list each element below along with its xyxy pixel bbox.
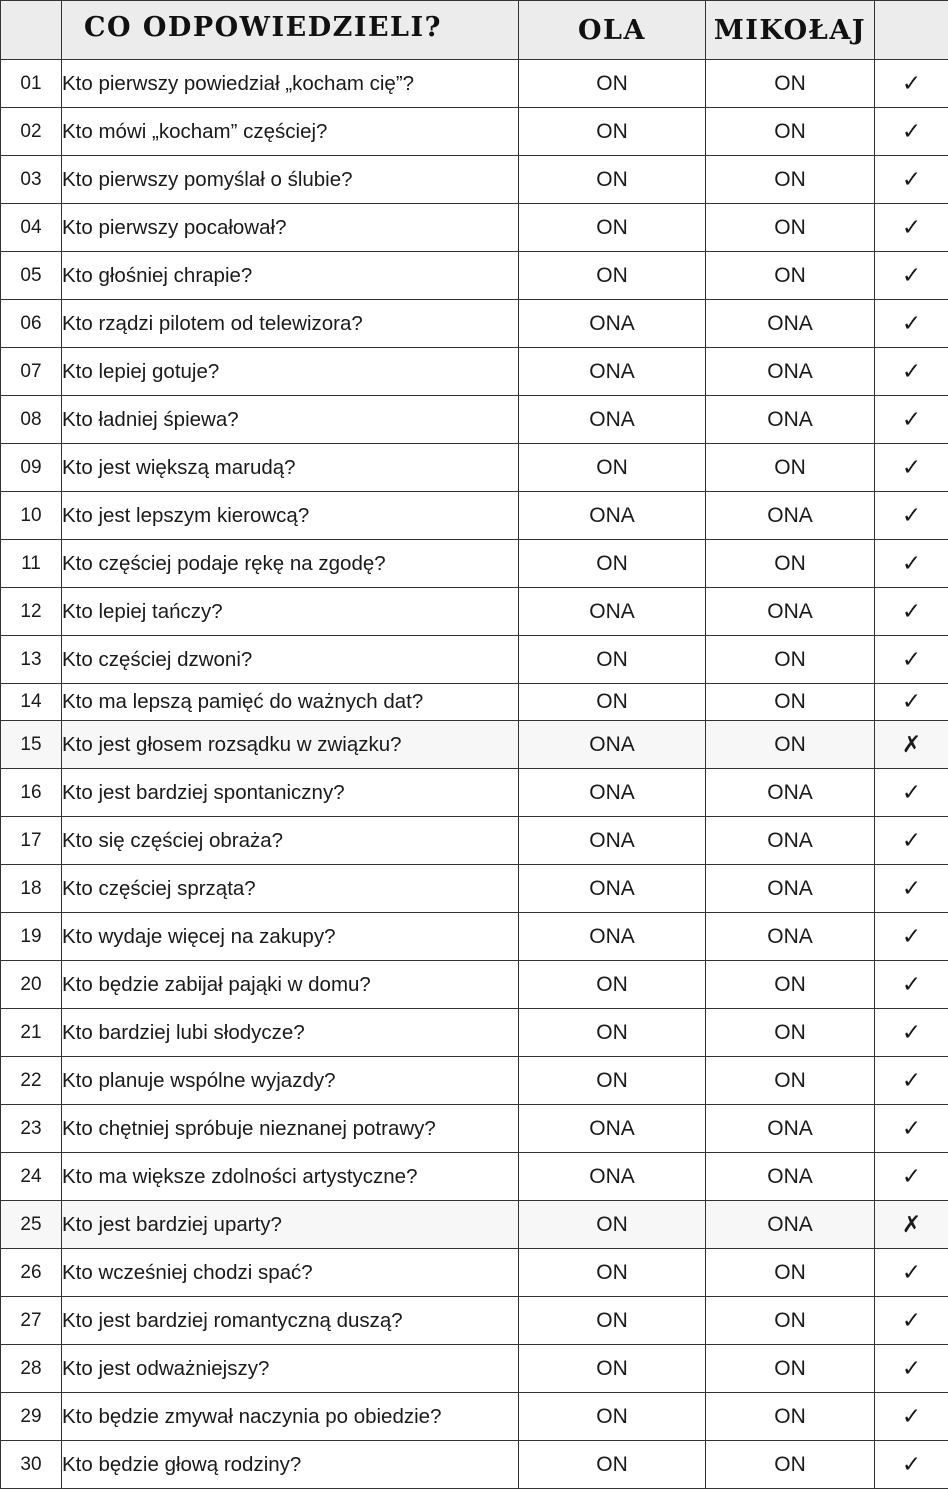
answer-ola: ONA (519, 817, 706, 865)
answer-mikolaj: ON (706, 60, 875, 108)
table-row (1, 1345, 948, 1393)
answer-mikolaj: ONA (706, 1201, 875, 1249)
table-row (1, 769, 948, 817)
row-question: Kto będzie głową rodziny? (62, 1441, 519, 1489)
match-icon: ✓ (875, 396, 948, 444)
table-row (1, 108, 948, 156)
match-icon: ✓ (875, 444, 948, 492)
answer-mikolaj: ON (706, 1393, 875, 1441)
table-row (1, 252, 948, 300)
table-row (1, 1249, 948, 1297)
row-number: 05 (1, 252, 62, 300)
answer-mikolaj: ONA (706, 817, 875, 865)
row-question: Kto rządzi pilotem od telewizora? (62, 300, 519, 348)
table-row (1, 1105, 948, 1153)
row-question: Kto jest bardziej romantyczną duszą? (62, 1297, 519, 1345)
answer-mikolaj: ON (706, 252, 875, 300)
answer-mikolaj: ON (706, 204, 875, 252)
row-question: Kto chętniej spróbuje nieznanej potrawy? (62, 1105, 519, 1153)
match-icon: ✓ (875, 204, 948, 252)
row-question: Kto jest większą marudą? (62, 444, 519, 492)
answer-mikolaj: ON (706, 721, 875, 769)
answer-ola: ON (519, 1249, 706, 1297)
match-icon: ✓ (875, 348, 948, 396)
answer-ola: ON (519, 1009, 706, 1057)
answer-ola: ONA (519, 913, 706, 961)
answer-ola: ON (519, 1201, 706, 1249)
match-icon: ✓ (875, 108, 948, 156)
answer-ola: ON (519, 444, 706, 492)
row-question: Kto się częściej obraża? (62, 817, 519, 865)
row-question: Kto jest głosem rozsądku w związku? (62, 721, 519, 769)
match-icon: ✓ (875, 1153, 948, 1201)
answer-mikolaj: ON (706, 961, 875, 1009)
table-row (1, 60, 948, 108)
match-icon: ✓ (875, 1345, 948, 1393)
match-icon: ✓ (875, 1249, 948, 1297)
row-number: 20 (1, 961, 62, 1009)
answer-ola: ON (519, 961, 706, 1009)
row-question: Kto pierwszy pocałował? (62, 204, 519, 252)
answer-ola: ONA (519, 865, 706, 913)
answer-mikolaj: ON (706, 636, 875, 684)
answer-ola: ONA (519, 721, 706, 769)
answer-ola: ON (519, 60, 706, 108)
match-icon: ✓ (875, 60, 948, 108)
answer-ola: ON (519, 252, 706, 300)
row-number: 22 (1, 1057, 62, 1105)
row-question: Kto jest odważniejszy? (62, 1345, 519, 1393)
match-icon: ✗ (875, 1201, 948, 1249)
row-number: 23 (1, 1105, 62, 1153)
table-row (1, 1201, 948, 1249)
answer-mikolaj: ON (706, 1009, 875, 1057)
table-row (1, 204, 948, 252)
row-number: 25 (1, 1201, 62, 1249)
row-number: 29 (1, 1393, 62, 1441)
row-question: Kto głośniej chrapie? (62, 252, 519, 300)
table-row (1, 588, 948, 636)
row-question: Kto jest bardziej uparty? (62, 1201, 519, 1249)
answer-ola: ON (519, 636, 706, 684)
table-row (1, 540, 948, 588)
table-row (1, 913, 948, 961)
answer-ola: ONA (519, 300, 706, 348)
answer-ola: ON (519, 156, 706, 204)
row-number: 01 (1, 60, 62, 108)
answer-mikolaj: ON (706, 1057, 875, 1105)
row-number: 30 (1, 1441, 62, 1489)
table-row (1, 961, 948, 1009)
row-question: Kto pierwszy pomyślał o ślubie? (62, 156, 519, 204)
row-number: 18 (1, 865, 62, 913)
answer-mikolaj: ONA (706, 300, 875, 348)
row-question: Kto lepiej tańczy? (62, 588, 519, 636)
match-icon: ✓ (875, 817, 948, 865)
row-number: 08 (1, 396, 62, 444)
match-icon: ✓ (875, 636, 948, 684)
answer-ola: ONA (519, 348, 706, 396)
row-number: 11 (1, 540, 62, 588)
answer-mikolaj: ON (706, 1441, 875, 1489)
match-icon: ✓ (875, 1441, 948, 1489)
match-icon: ✓ (875, 1105, 948, 1153)
match-icon: ✓ (875, 1009, 948, 1057)
row-question: Kto ma większe zdolności artystyczne? (62, 1153, 519, 1201)
answer-ola: ON (519, 684, 706, 721)
answer-ola: ONA (519, 769, 706, 817)
answer-mikolaj: ONA (706, 348, 875, 396)
header-ola: OLA (519, 1, 706, 60)
table-row (1, 1153, 948, 1201)
answer-mikolaj: ONA (706, 1153, 875, 1201)
row-number: 16 (1, 769, 62, 817)
answer-ola: ONA (519, 1153, 706, 1201)
answer-mikolaj: ON (706, 1297, 875, 1345)
answer-ola: ON (519, 204, 706, 252)
header-check (875, 1, 948, 60)
match-icon: ✓ (875, 1393, 948, 1441)
table-row (1, 1441, 948, 1489)
table-row (1, 156, 948, 204)
answer-ola: ON (519, 1441, 706, 1489)
row-number: 28 (1, 1345, 62, 1393)
answer-mikolaj: ON (706, 684, 875, 721)
row-question: Kto ładniej śpiewa? (62, 396, 519, 444)
row-number: 06 (1, 300, 62, 348)
row-question: Kto będzie zabijał pająki w domu? (62, 961, 519, 1009)
match-icon: ✓ (875, 252, 948, 300)
match-icon: ✓ (875, 1057, 948, 1105)
row-question: Kto jest bardziej spontaniczny? (62, 769, 519, 817)
answer-mikolaj: ONA (706, 913, 875, 961)
answer-mikolaj: ONA (706, 769, 875, 817)
table-row (1, 396, 948, 444)
answer-mikolaj: ONA (706, 865, 875, 913)
table-row (1, 1393, 948, 1441)
match-icon: ✓ (875, 300, 948, 348)
row-question: Kto jest lepszym kierowcą? (62, 492, 519, 540)
row-question: Kto częściej podaje rękę na zgodę? (62, 540, 519, 588)
table-row (1, 721, 948, 769)
match-icon: ✓ (875, 961, 948, 1009)
row-question: Kto mówi „kocham” częściej? (62, 108, 519, 156)
answer-ola: ON (519, 1057, 706, 1105)
row-number: 07 (1, 348, 62, 396)
match-icon: ✓ (875, 865, 948, 913)
table-row (1, 444, 948, 492)
table-row (1, 817, 948, 865)
table-row (1, 348, 948, 396)
answer-mikolaj: ON (706, 540, 875, 588)
row-number: 14 (1, 684, 62, 721)
match-icon: ✓ (875, 492, 948, 540)
table-row (1, 684, 948, 721)
row-number: 10 (1, 492, 62, 540)
table-row (1, 1009, 948, 1057)
row-question: Kto częściej dzwoni? (62, 636, 519, 684)
row-number: 13 (1, 636, 62, 684)
table-header-row (1, 1, 948, 60)
row-number: 04 (1, 204, 62, 252)
row-number: 26 (1, 1249, 62, 1297)
answer-ola: ON (519, 108, 706, 156)
answer-mikolaj: ON (706, 156, 875, 204)
table-body (1, 60, 948, 1489)
answer-ola: ONA (519, 396, 706, 444)
answer-mikolaj: ONA (706, 588, 875, 636)
answer-ola: ONA (519, 588, 706, 636)
table-row (1, 1057, 948, 1105)
match-icon: ✓ (875, 156, 948, 204)
row-number: 17 (1, 817, 62, 865)
answer-ola: ON (519, 540, 706, 588)
row-question: Kto planuje wspólne wyjazdy? (62, 1057, 519, 1105)
row-question: Kto ma lepszą pamięć do ważnych dat? (62, 684, 519, 721)
row-number: 09 (1, 444, 62, 492)
answer-ola: ON (519, 1297, 706, 1345)
header-number (1, 1, 62, 60)
match-icon: ✓ (875, 588, 948, 636)
answer-mikolaj: ONA (706, 1105, 875, 1153)
match-icon: ✓ (875, 769, 948, 817)
table-row (1, 636, 948, 684)
table-row (1, 1297, 948, 1345)
row-number: 15 (1, 721, 62, 769)
row-number: 02 (1, 108, 62, 156)
row-question: Kto bardziej lubi słodycze? (62, 1009, 519, 1057)
row-number: 21 (1, 1009, 62, 1057)
row-question: Kto wydaje więcej na zakupy? (62, 913, 519, 961)
match-icon: ✓ (875, 913, 948, 961)
answer-ola: ONA (519, 1105, 706, 1153)
answer-mikolaj: ONA (706, 396, 875, 444)
row-question: Kto wcześniej chodzi spać? (62, 1249, 519, 1297)
row-question: Kto częściej sprząta? (62, 865, 519, 913)
match-icon: ✓ (875, 1297, 948, 1345)
row-number: 19 (1, 913, 62, 961)
answer-ola: ON (519, 1393, 706, 1441)
match-icon: ✓ (875, 684, 948, 721)
match-icon: ✓ (875, 540, 948, 588)
table-row (1, 865, 948, 913)
answer-mikolaj: ONA (706, 492, 875, 540)
row-question: Kto lepiej gotuje? (62, 348, 519, 396)
answer-mikolaj: ON (706, 1345, 875, 1393)
header-mikolaj: MIKOŁAJ (706, 1, 875, 60)
answer-ola: ONA (519, 492, 706, 540)
answer-ola: ON (519, 1345, 706, 1393)
row-question: Kto pierwszy powiedział „kocham cię”? (62, 60, 519, 108)
row-question: Kto będzie zmywał naczynia po obiedzie? (62, 1393, 519, 1441)
header-question: CO ODPOWIEDZIELI? (62, 1, 519, 60)
match-icon: ✗ (875, 721, 948, 769)
answer-mikolaj: ON (706, 108, 875, 156)
row-number: 27 (1, 1297, 62, 1345)
answer-mikolaj: ON (706, 1249, 875, 1297)
answer-mikolaj: ON (706, 444, 875, 492)
row-number: 24 (1, 1153, 62, 1201)
table-row (1, 300, 948, 348)
row-number: 03 (1, 156, 62, 204)
row-number: 12 (1, 588, 62, 636)
table-row (1, 492, 948, 540)
